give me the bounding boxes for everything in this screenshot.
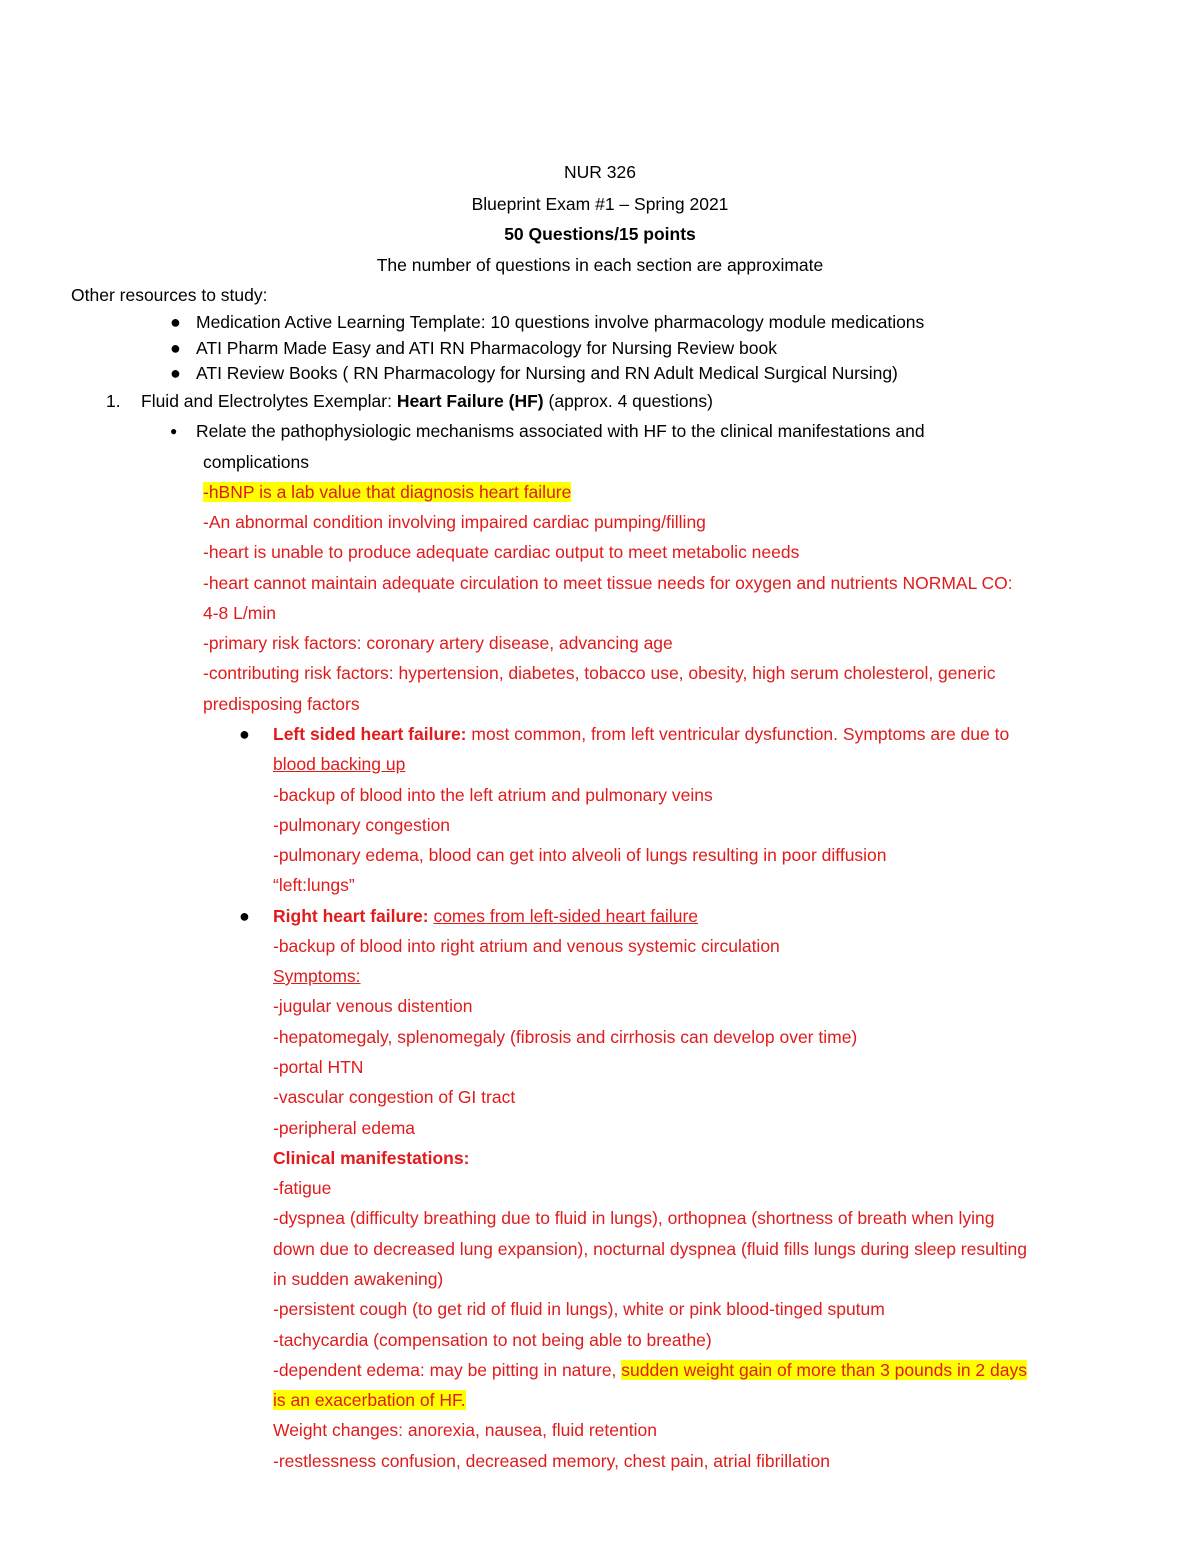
clinical-item: in sudden awakening) (273, 1269, 444, 1289)
small-bullet-icon: ● (170, 424, 178, 438)
note-line: -An abnormal condition involving impaired cardiac pumping/filling (203, 512, 706, 532)
right-hf-label: Right heart failure: (273, 906, 429, 926)
left-hf-item: -pulmonary congestion (273, 815, 451, 835)
clinical-item: -dyspnea (difficulty breathing due to fluid in lungs), orthopnea (shortness of breath when lying (273, 1208, 995, 1228)
left-hf-item: “left:lungs” (273, 875, 355, 895)
objective-line: Relate the pathophysiologic mechanisms associated with HF to the clinical manifestations and (196, 421, 925, 441)
left-hf-underline-line (273, 753, 405, 775)
highlighted-note: -hBNP is a lab value that diagnosis heart failure (203, 482, 572, 502)
edema-highlight: is an exacerbation of HF. (273, 1390, 466, 1410)
clinical-item: down due to decreased lung expansion), nocturnal dyspnea (fluid fills lungs during sleep resulting (273, 1239, 1027, 1259)
resource-item: ATI Review Books ( RN Pharmacology for Nursing and RN Adult Medical Surgical Nursing) (196, 363, 898, 383)
left-hf-text: most common, from left ventricular dysfunction. Symptoms are due to (466, 724, 1010, 744)
section-number: 1. (106, 391, 121, 411)
symptom-item: -vascular congestion of GI tract (273, 1087, 516, 1107)
right-hf-item: -backup of blood into right atrium and venous systemic circulation (273, 936, 780, 956)
note-line: -heart cannot maintain adequate circulation to meet tissue needs for oxygen and nutrients NORMAL CO: (203, 573, 1013, 593)
clinical-item: -fatigue (273, 1178, 332, 1198)
left-hf-item: -pulmonary edema, blood can get into alveoli of lungs resulting in poor diffusion (273, 845, 887, 865)
exam-title: Blueprint Exam #1 – Spring 2021 (471, 194, 729, 214)
left-hf-item: -backup of blood into the left atrium and pulmonary veins (273, 785, 713, 805)
weight-changes: Weight changes: anorexia, nausea, fluid retention (273, 1420, 657, 1440)
objective-line: complications (203, 452, 310, 472)
left-hf-label: Left sided heart failure: (273, 724, 467, 744)
edema-highlight: sudden weight gain of more than 3 pounds in 2 days (621, 1360, 1027, 1380)
resources-heading: Other resources to study: (71, 285, 268, 305)
symptom-item: -portal HTN (273, 1057, 364, 1077)
clinical-item: -tachycardia (compensation to not being able to breathe) (273, 1330, 712, 1350)
bullet-icon: ● (239, 724, 250, 744)
bullet-icon: ● (170, 338, 181, 358)
note-line: predisposing factors (203, 694, 360, 714)
symptoms-line (273, 965, 361, 987)
edema-prefix: -dependent edema: may be pitting in nature, (273, 1360, 622, 1380)
section-suffix: (approx. 4 questions) (543, 391, 713, 411)
symptoms-label: Symptoms: (273, 966, 361, 986)
approximate-note: The number of questions in each section are approximate (376, 255, 824, 275)
edema-line (273, 1359, 1027, 1381)
questions-points: 50 Questions/15 points (504, 224, 696, 244)
bullet-icon: ● (170, 363, 181, 383)
course-title: NUR 326 (564, 162, 636, 182)
clinical-label: Clinical manifestations: (273, 1148, 470, 1168)
resource-item: ATI Pharm Made Easy and ATI RN Pharmacology for Nursing Review book (196, 338, 777, 358)
symptom-item: -jugular venous distention (273, 996, 473, 1016)
edema-line (273, 1389, 466, 1411)
section-topic: Heart Failure (HF) (396, 391, 544, 411)
symptom-item: -peripheral edema (273, 1118, 416, 1138)
resource-item: Medication Active Learning Template: 10 questions involve pharmacology module medications (196, 312, 925, 332)
symptom-item: -hepatomegaly, splenomegaly (fibrosis and cirrhosis can develop over time) (273, 1027, 858, 1047)
bullet-icon: ● (239, 906, 250, 926)
section-prefix: Fluid and Electrolytes Exemplar: (141, 391, 397, 411)
bullet-icon: ● (170, 312, 181, 332)
note-line: -contributing risk factors: hypertension, diabetes, tobacco use, obesity, high serum cholesterol, generic (203, 663, 996, 683)
clinical-item: -persistent cough (to get rid of fluid in lungs), white or pink blood-tinged sputum (273, 1299, 885, 1319)
note-line (203, 481, 571, 503)
right-hf-line (273, 905, 698, 927)
right-hf-underline: comes from left-sided heart failure (433, 906, 699, 926)
left-hf-line (273, 723, 1009, 745)
section-heading (141, 390, 713, 412)
note-line: 4-8 L/min (203, 603, 276, 623)
last-item: -restlessness confusion, decreased memory, chest pain, atrial fibrillation (273, 1451, 831, 1471)
note-line: -heart is unable to produce adequate cardiac output to meet metabolic needs (203, 542, 800, 562)
note-line: -primary risk factors: coronary artery disease, advancing age (203, 633, 673, 653)
left-hf-underline: blood backing up (273, 754, 406, 774)
